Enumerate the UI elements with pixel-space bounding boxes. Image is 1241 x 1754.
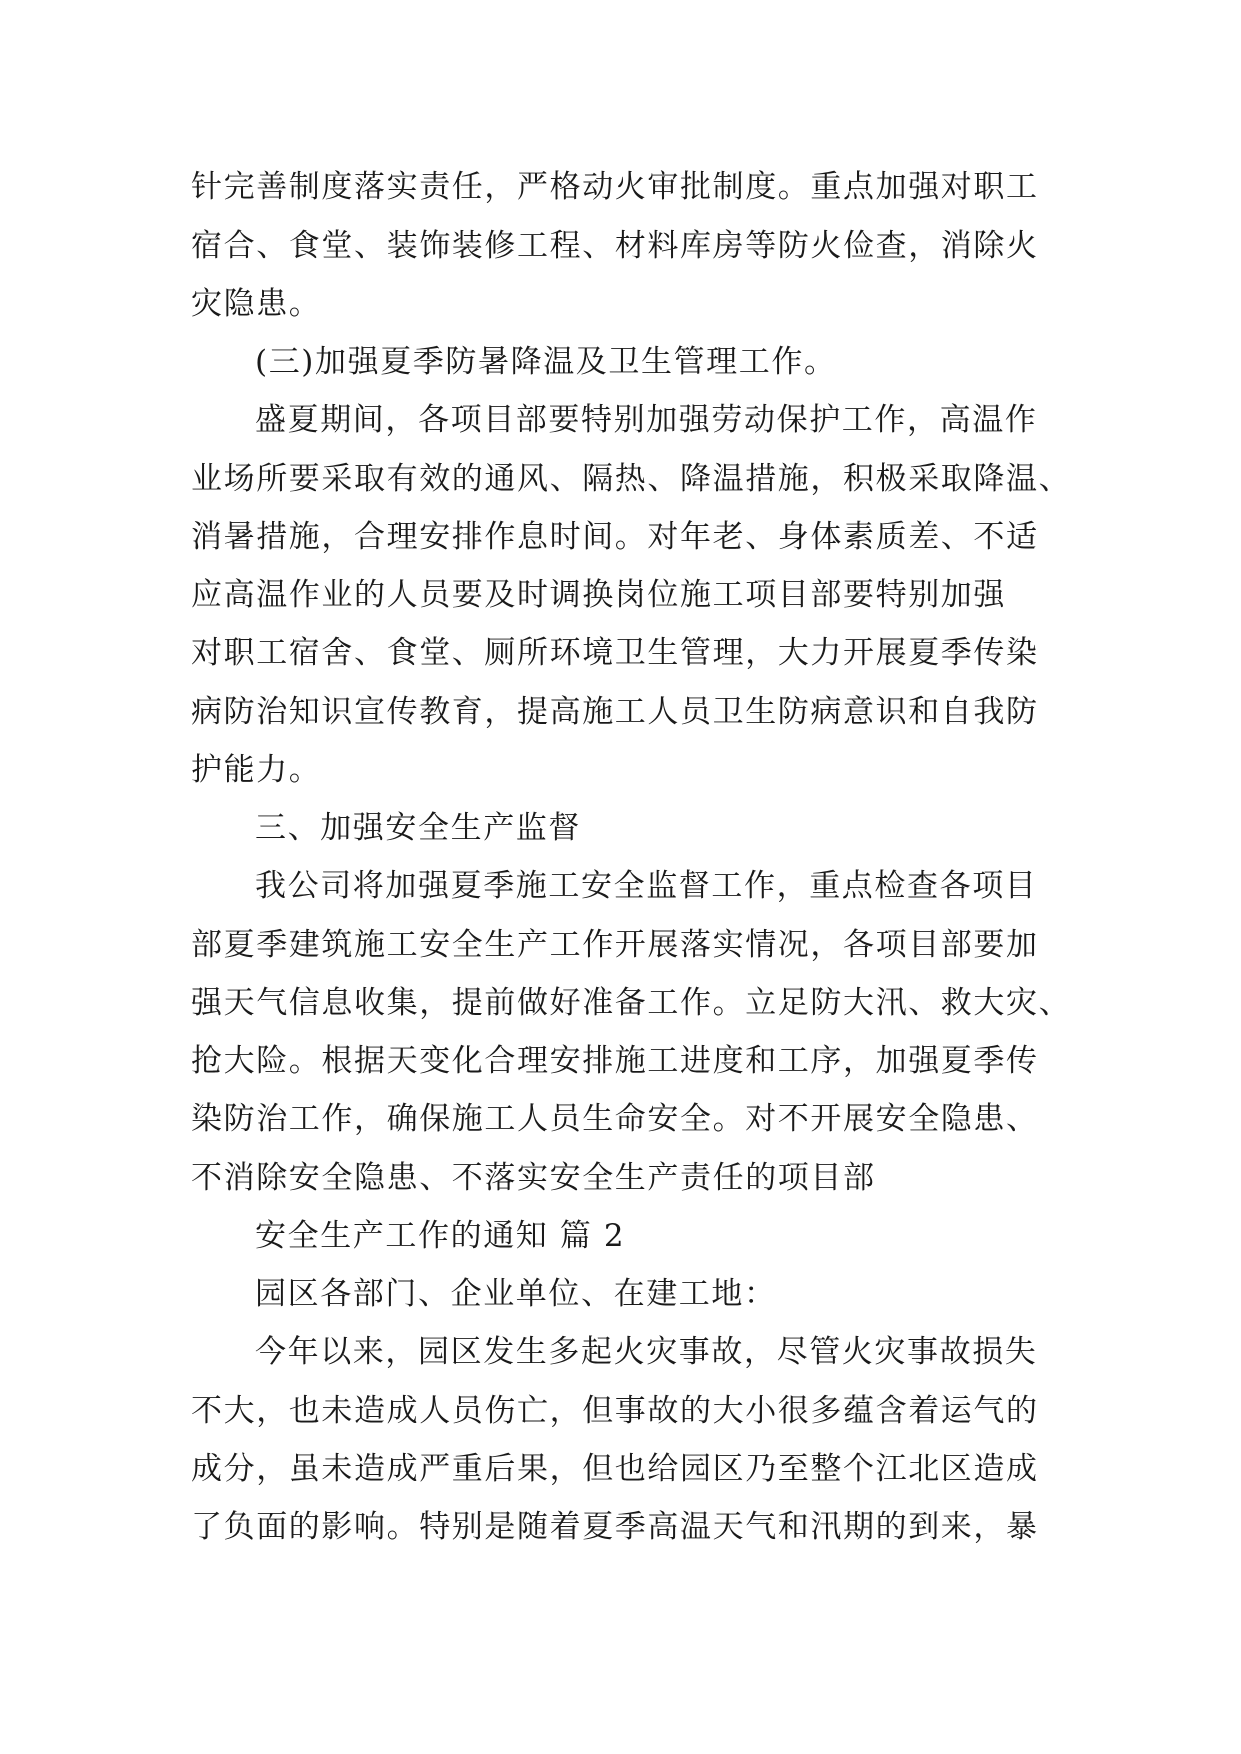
text-line: 了负面的影响。特别是随着夏季高温天气和汛期的到来，暴: [191, 1509, 1039, 1545]
text-line: 业场所要采取有效的通风、隔热、降温措施，积极采取降温、: [191, 461, 1072, 497]
text-line: 病防治知识宣传教育，提高施工人员卫生防病意识和自我防: [191, 694, 1039, 730]
paragraph-first-line: 我公司将加强夏季施工安全监督工作，重点检查各项目: [255, 868, 1038, 904]
text-line: 应高温作业的人员要及时调换岗位施工项目部要特别加强: [191, 577, 1006, 613]
text-line: 染防治工作，确保施工人员生命安全。对不开展安全隐患、: [191, 1101, 1039, 1137]
text-line: 不大，也未造成人员伤亡，但事故的大小很多蕴含着运气的: [191, 1393, 1039, 1429]
text-line: 针完善制度落实责任，严格动火审批制度。重点加强对职工: [191, 169, 1039, 205]
text-line: 抢大险。根据天变化合理安排施工进度和工序，加强夏季传: [191, 1043, 1039, 1079]
text-line: 消暑措施，合理安排作息时间。对年老、身体素质差、不适: [191, 519, 1039, 555]
text-line: 护能力。: [191, 752, 322, 788]
text-line: 部夏季建筑施工安全生产工作开展落实情况，各项目部要加: [191, 927, 1039, 963]
text-line: 对职工宿舍、食堂、厕所环境卫生管理，大力开展夏季传染: [191, 635, 1039, 671]
salutation: 园区各部门、企业单位、在建工地：: [255, 1276, 777, 1312]
text-line: 宿合、食堂、装饰装修工程、材料库房等防火俭查，消除火: [191, 228, 1039, 264]
paragraph-first-line: 今年以来，园区发生多起火灾事故，尽管火灾事故损失: [255, 1334, 1038, 1370]
text-line: 灾隐患。: [191, 286, 322, 322]
text-line: 不消除安全隐患、不落实安全生产责任的项目部: [191, 1160, 876, 1196]
text-line: 强天气信息收集，提前做好准备工作。立足防大汛、救大灾、: [191, 985, 1072, 1021]
section-heading: (三)加强夏季防暑降温及卫生管理工作。: [255, 344, 837, 380]
section-heading: 三、加强安全生产监督: [255, 810, 581, 846]
text-line: 成分，虽未造成严重后果，但也给园区乃至整个江北区造成: [191, 1451, 1039, 1487]
paragraph-first-line: 盛夏期间，各项目部要特别加强劳动保护工作，高温作: [255, 402, 1038, 438]
document-subtitle: 安全生产工作的通知 篇 2: [255, 1218, 626, 1254]
